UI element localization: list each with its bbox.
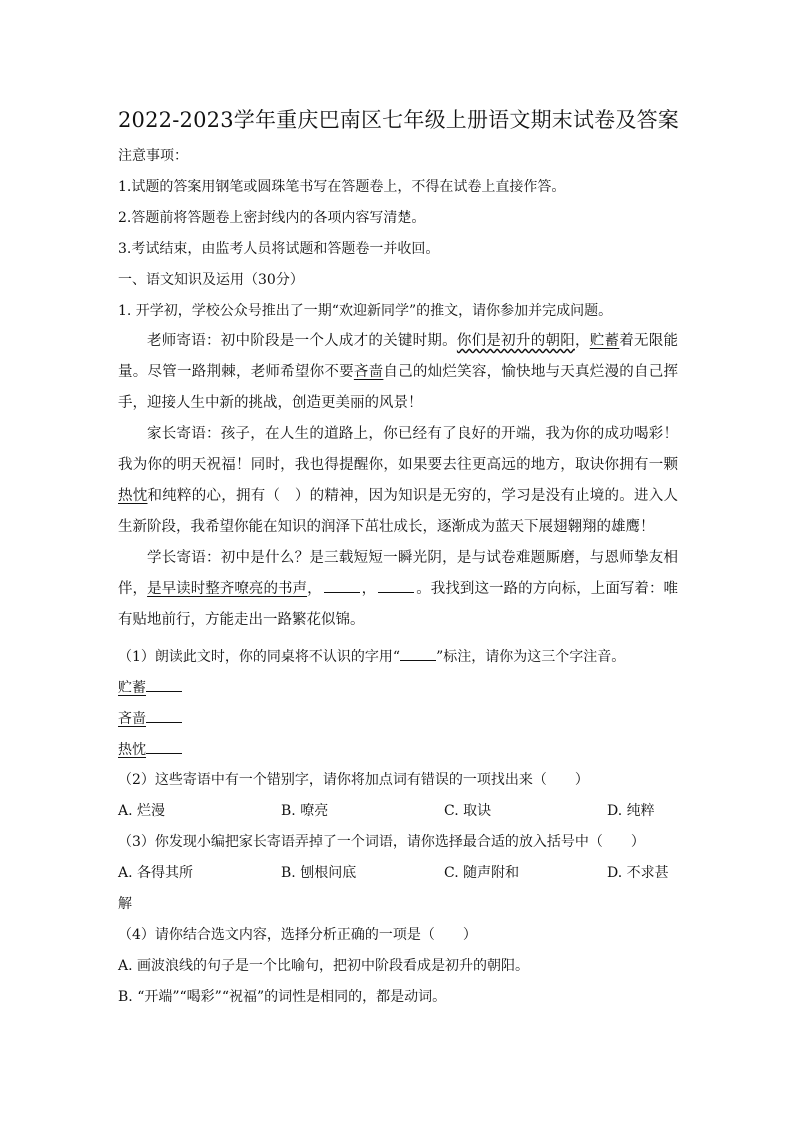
pinyin-item-3 xyxy=(118,739,182,760)
parent-text-c: 和纯粹的心，拥有（ ）的精神，因为知识是无穷的，学习是没有止境的。进入人生新阶段，我希望你能在知识的润泽下茁壮成长，逐渐成为蓝天下展翅翱翔的雄鹰！ xyxy=(118,488,679,535)
marker-blank xyxy=(400,646,436,661)
underlined-word-linse: 吝啬 xyxy=(353,364,384,380)
senior-text-e: 。我找到这一路的方向标，上面写着：唯有贴地前行，方能走出一路繁花似锦。 xyxy=(118,581,679,628)
question-1-4-stem: （4）请你结合选文内容，选择分析正确的一项是（ ） xyxy=(118,927,477,943)
option-b[interactable]: B. 嘹亮 xyxy=(281,803,329,819)
pinyin-blank-3[interactable] xyxy=(146,739,182,754)
pinyin-blank-2[interactable] xyxy=(146,708,182,723)
pinyin-item-1 xyxy=(118,677,182,698)
option-a[interactable]: A. 烂漫 xyxy=(118,803,166,819)
question-1-4-option-a[interactable]: A. 画波浪线的句子是一个比喻句，把初中阶段看成是初升的朝阳。 xyxy=(118,958,530,974)
notice-item-2: 2.答题前将答题卷上密封线内的各项内容写清楚。 xyxy=(118,210,426,226)
option-d-wrap: 解 xyxy=(118,896,132,912)
question-1-4-option-b[interactable]: B. “开端”“喝彩”“祝福”的词性是相同的，都是动词。 xyxy=(118,989,447,1005)
option-c[interactable]: C. 取诀 xyxy=(444,803,492,819)
option-a[interactable]: A. 各得其所 xyxy=(118,865,194,881)
question-1-2-stem: （2）这些寄语中有一个错别字，请你将加点词有错误的一项找出来（ ） xyxy=(118,772,589,788)
exam-title: 2022-2023学年重庆巴南区七年级上册语文期末试卷及答案 xyxy=(118,108,679,132)
section-heading: 一、语文知识及运用（30分） xyxy=(118,272,304,288)
teacher-text-a: 老师寄语：初中阶段是一个人成才的关键时期。 xyxy=(147,333,457,349)
parent-text-a: 家长寄语：孩子，在人生的道路上，你已经有了良好的开端，我为你的成功喝彩！我为你的明天祝福！同时，我也得提醒你，如果要去往更高远的地方，取诀你拥有一颗 xyxy=(118,426,678,473)
question-1-1 xyxy=(118,646,625,667)
pinyin-blank-1[interactable] xyxy=(146,677,182,692)
fill-blank-2[interactable] xyxy=(378,578,414,593)
notice-heading: 注意事项： xyxy=(118,148,188,164)
wavy-underlined-sentence: 你们是初升的朝阳 xyxy=(456,333,575,349)
notice-item-3: 3.考试结束，由监考人员将试题和答题卷一并收回。 xyxy=(118,241,440,257)
teacher-message xyxy=(118,326,678,419)
senior-text-a: 学长寄语：初中是什么？是三载短短一瞬光阴，是与试卷难题厮磨，与恩师挚友相伴， xyxy=(118,550,678,597)
notice-item-1: 1.试题的答案用钢笔或圆珠笔书写在答题卷上，不得在试卷上直接作答。 xyxy=(118,179,566,195)
underlined-word-zhuxu: 贮蓄 xyxy=(589,333,620,349)
word-linse: 吝啬 xyxy=(118,711,146,727)
senior-message xyxy=(118,543,678,636)
underlined-word-rechen: 热忱 xyxy=(118,488,148,504)
word-zhuxu: 贮蓄 xyxy=(118,680,146,696)
senior-text-d: ， xyxy=(361,581,377,597)
option-d[interactable]: D. 不求甚 xyxy=(607,865,669,881)
option-b[interactable]: B. 刨根问底 xyxy=(281,865,357,881)
parent-message xyxy=(118,419,678,543)
word-rechen: 热忱 xyxy=(118,742,146,758)
pinyin-item-2 xyxy=(118,708,182,729)
teacher-text-f: 自己的灿烂笑容，愉快地与天真烂漫的自己挥手，迎接人生中新的挑战，创造更美丽的风景！ xyxy=(118,364,679,411)
question-1-3-stem: （3）你发现小编把家长寄语弄掉了一个词语，请你选择最合适的放入括号中（ ） xyxy=(118,834,645,850)
teacher-text-b: ， xyxy=(574,333,590,349)
question-1-intro: 1. 开学初，学校公众号推出了一期“欢迎新同学”的推文，请你参加并完成问题。 xyxy=(118,303,613,319)
option-d[interactable]: D. 纯粹 xyxy=(607,803,655,819)
teacher-text-d: 着无限能量。尽管一路荆棘，老师希望你不要 xyxy=(118,333,679,380)
q1-1-text-b: ”标注，请你为这三个字注音。 xyxy=(436,649,626,665)
option-c[interactable]: C. 随声附和 xyxy=(444,865,520,881)
senior-text-c: ， xyxy=(307,581,322,597)
fill-blank-1[interactable] xyxy=(324,578,360,593)
underlined-sentence-reading: 是早读时整齐嘹亮的书声 xyxy=(147,581,308,597)
q1-1-text-a: （1）朗读此文时，你的同桌将不认识的字用“ xyxy=(118,649,401,665)
